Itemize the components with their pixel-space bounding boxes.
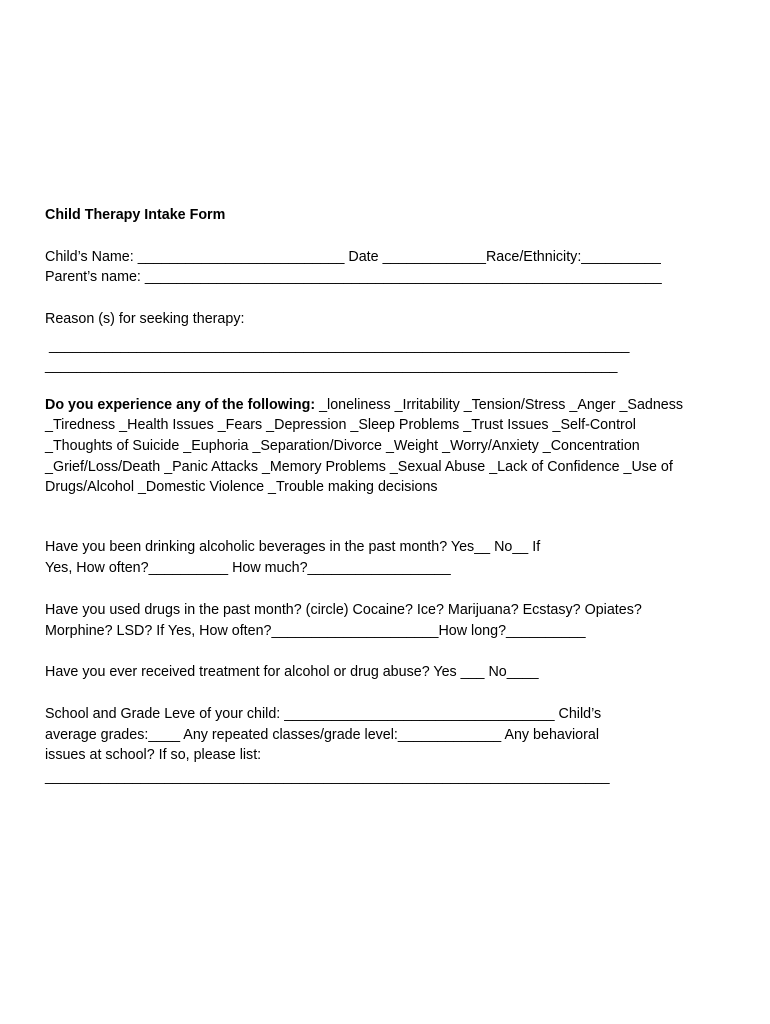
childs-name-line: Child’s Name: __________________________ Date _____________Race/Ethnicity:__________: [45, 249, 661, 265]
reason-blank-line-2: ________________________________________________________________________: [45, 358, 618, 374]
school-line-1: School and Grade Leve of your child: __________________________________ Child’s: [45, 706, 602, 722]
treatment-question-line: Have you ever received treatment for alcohol or drug abuse? Yes ___ No____: [45, 664, 539, 680]
drugs-question-line-1: Have you used drugs in the past month? (circle) Cocaine? Ice? Marijuana? Ecstasy? Opiates?: [45, 602, 642, 618]
experience-label: Do you experience any of the following:: [45, 397, 316, 413]
alcohol-question-line-1: Have you been drinking alcoholic beverages in the past month? Yes__ No__ If: [45, 539, 541, 555]
parents-name-line: Parent’s name: _________________________________________________________________: [45, 269, 662, 285]
form-title: Child Therapy Intake Form: [45, 207, 226, 223]
experience-line-3: _Thoughts of Suicide _Euphoria _Separation/Divorce _Weight _Worry/Anxiety _Concentration: [45, 438, 640, 454]
experience-line-5: Drugs/Alcohol _Domestic Violence _Trouble making decisions: [45, 479, 438, 495]
experience-line-2: _Tiredness _Health Issues _Fears _Depression _Sleep Problems _Trust Issues _Self-Control: [45, 417, 636, 433]
drugs-question-line-2: Morphine? LSD? If Yes, How often?_____________________How long?__________: [45, 623, 586, 639]
alcohol-question-line-2: Yes, How often?__________ How much?__________________: [45, 560, 451, 576]
experience-line-1: [45, 395, 683, 415]
experience-options-1: _loneliness _Irritability _Tension/Stress _Anger _Sadness: [315, 397, 684, 413]
experience-line-4: _Grief/Loss/Death _Panic Attacks _Memory Problems _Sexual Abuse _Lack of Confidence _Use of: [45, 459, 673, 475]
reason-blank-line-1: _________________________________________________________________________: [45, 338, 630, 354]
school-line-2: average grades:____ Any repeated classes/grade level:_____________ Any behavioral: [45, 727, 600, 743]
school-line-3: issues at school? If so, please list:: [45, 747, 262, 763]
school-blank-line: _______________________________________________________________________: [45, 769, 610, 785]
reason-label: Reason (s) for seeking therapy:: [45, 311, 245, 327]
